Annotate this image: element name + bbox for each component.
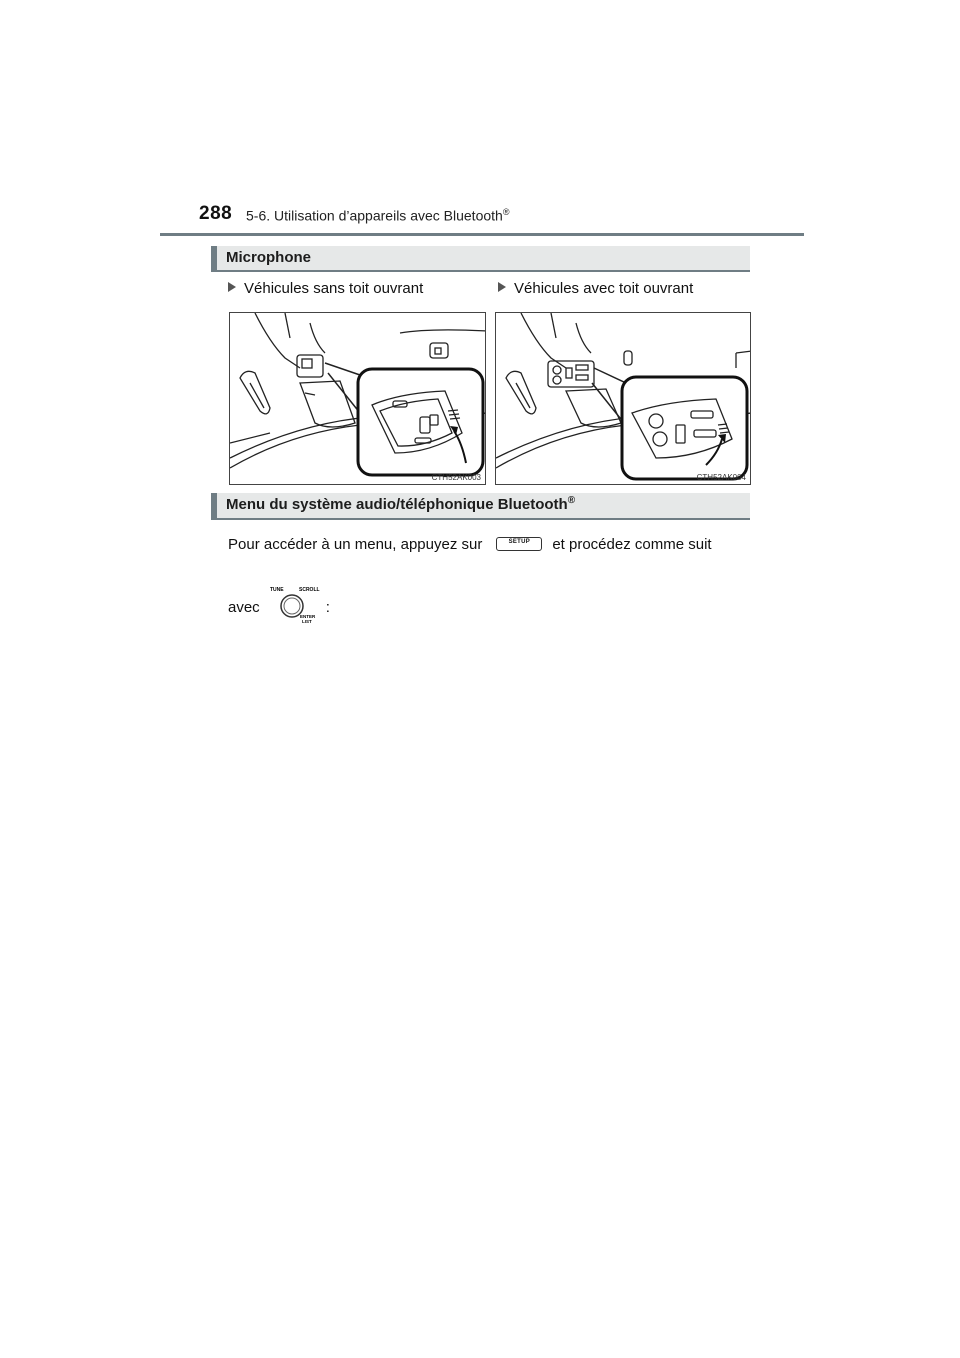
knob-label-scroll: SCROLL [298, 587, 320, 593]
figure-caption-left [228, 280, 423, 297]
setup-button-label: SETUP [508, 539, 531, 545]
registered-mark: ® [567, 495, 576, 506]
instruction-line-1 [228, 536, 712, 553]
page-number: 288 [199, 203, 233, 224]
section-title: Microphone [226, 249, 311, 266]
knob-label-list: LIST [301, 619, 312, 624]
figure-microphone-with-sunroof [495, 312, 751, 485]
figure-code: CTH52AK004 [696, 473, 746, 482]
section-title: Menu du système audio/téléphonique Bluetooth [226, 496, 568, 513]
caption-text: Véhicules avec toit ouvrant [514, 280, 694, 297]
instruction-text: avec [228, 599, 260, 616]
instruction-text: Pour accéder à un menu, appuyez sur [228, 536, 483, 553]
running-head [246, 207, 509, 224]
header-rule [160, 233, 804, 236]
triangle-bullet-icon [498, 282, 506, 292]
figure-caption-right [498, 280, 693, 297]
registered-mark: ® [502, 207, 510, 217]
knob-label-tune: TUNE [269, 587, 284, 593]
caption-text: Véhicules sans toit ouvrant [244, 280, 424, 297]
figure-code: CTH52AK003 [431, 473, 481, 482]
section-heading-bluetooth-menu [211, 493, 750, 520]
tune-scroll-knob-icon [268, 584, 320, 624]
console-illustration-no-sunroof [230, 313, 486, 485]
running-head-text: 5-6. Utilisation d’appareils avec Bluetooth [246, 207, 503, 224]
section-heading-microphone [211, 246, 750, 272]
instruction-text: et procédez comme suit [552, 536, 712, 553]
knob-label-enter: ENTER [299, 614, 315, 619]
setup-button-icon [496, 537, 542, 551]
instruction-text: : [325, 599, 330, 616]
console-illustration-with-sunroof [496, 313, 751, 485]
figure-microphone-no-sunroof [229, 312, 486, 485]
triangle-bullet-icon [228, 282, 236, 292]
instruction-line-2 [228, 584, 330, 624]
